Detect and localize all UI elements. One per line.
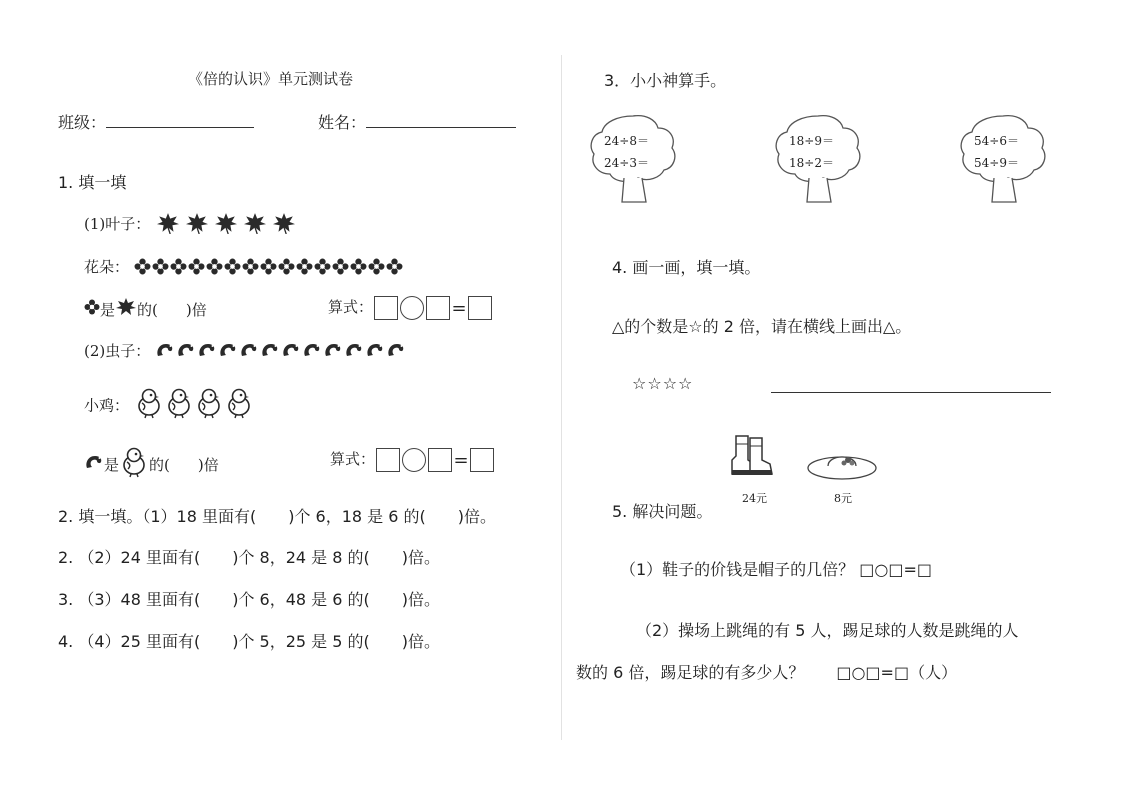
q2-line-2-text: （2）24 里面有( )个 8，24 是 8 的( )倍。 xyxy=(78,548,441,567)
formula-2-operator[interactable] xyxy=(402,448,426,472)
tree-1-line-2: 24÷3＝ xyxy=(604,156,649,170)
chicks-label: 小鸡： xyxy=(84,396,130,415)
tree-2-line-2: 18÷2＝ xyxy=(789,156,834,170)
worm-icon xyxy=(239,341,259,363)
q2-line-4-num: 4. xyxy=(58,632,74,651)
formula-2-box-b[interactable] xyxy=(428,448,452,472)
relation-2-is: 是 xyxy=(104,455,120,474)
formula-2-box-a[interactable] xyxy=(376,448,400,472)
q5-sub1: （1）鞋子的价钱是帽子的几倍？ □○□=□ xyxy=(620,560,932,579)
leaf-icon xyxy=(184,212,210,238)
worm-group xyxy=(155,342,407,360)
q1-heading: 1. 填一填 xyxy=(58,173,127,192)
formula-1-box-a[interactable] xyxy=(374,296,398,320)
flower-icon xyxy=(170,258,187,279)
flower-icon xyxy=(152,258,169,279)
flower-icon xyxy=(260,258,277,279)
flower-icon xyxy=(332,258,349,279)
flower-icon xyxy=(188,258,205,279)
formula-1-box-b[interactable] xyxy=(426,296,450,320)
worm-icon xyxy=(323,341,343,363)
q2-line-2-num: 2. xyxy=(58,548,74,567)
flowers-label: 花朵： xyxy=(84,258,130,276)
tree-3-line-1: 54÷6＝ xyxy=(974,134,1019,148)
q1-formula-1 xyxy=(328,296,493,320)
q4-stars: ☆☆☆☆ xyxy=(632,374,694,393)
worm-icon xyxy=(84,453,104,475)
leaf-icon xyxy=(213,212,239,238)
worm-icon xyxy=(155,341,175,363)
tree-3 xyxy=(958,112,1048,208)
q3-heading: 3．小小神算手。 xyxy=(604,71,727,90)
shoes-picture xyxy=(728,434,776,505)
worm-icon xyxy=(197,341,217,363)
chick-icon xyxy=(224,386,254,424)
class-label: 班级： xyxy=(58,113,107,132)
q4-answer-line[interactable] xyxy=(771,392,1051,393)
q2-line-1-text: 填一填。（1）18 里面有( )个 6，18 是 6 的( )倍。 xyxy=(78,507,497,526)
relation-2-end: )倍 xyxy=(197,455,219,474)
flower-icon xyxy=(386,258,403,279)
relation-1-blank[interactable] xyxy=(158,302,186,316)
leaf-icon xyxy=(155,212,181,238)
flower-icon xyxy=(134,258,151,279)
formula-2-label: 算式： xyxy=(330,450,376,468)
formula-1-operator[interactable] xyxy=(400,296,424,320)
flower-icon xyxy=(242,258,259,279)
q1-relation-2 xyxy=(84,446,219,482)
q4-instruction: △的个数是☆的 2 倍，请在横线上画出△。 xyxy=(612,317,912,336)
leaf-group xyxy=(155,215,300,233)
q2-line-4 xyxy=(58,629,440,652)
tree-3-line-2: 54÷9＝ xyxy=(974,156,1019,170)
class-field xyxy=(58,110,254,133)
tree-1-line-1: 24÷8＝ xyxy=(604,134,649,148)
q4-heading: 4. 画一画，填一填。 xyxy=(612,258,761,277)
name-blank[interactable] xyxy=(366,113,516,128)
flower-icon xyxy=(206,258,223,279)
q2-line-1 xyxy=(58,504,496,527)
leaves-label: (1)叶子： xyxy=(84,215,151,233)
chick-icon xyxy=(164,386,194,424)
name-field xyxy=(318,110,516,133)
relation-1-is: 是 xyxy=(100,300,116,319)
hat-icon xyxy=(806,446,878,482)
tree-1 xyxy=(588,112,678,208)
formula-1-label: 算式： xyxy=(328,298,374,316)
q2-line-3-num: 3. xyxy=(58,590,74,609)
flower-icon xyxy=(278,258,295,279)
flower-icon xyxy=(224,258,241,279)
worm-icon xyxy=(365,341,385,363)
boots-icon xyxy=(728,434,776,478)
leaf-icon xyxy=(242,212,268,238)
worm-icon xyxy=(260,341,280,363)
relation-2-blank[interactable] xyxy=(170,457,198,471)
flower-icon xyxy=(296,258,313,279)
q1-flowers-row xyxy=(84,256,404,279)
name-label: 姓名： xyxy=(318,113,367,132)
q2-line-3 xyxy=(58,587,440,610)
worm-icon xyxy=(344,341,364,363)
flower-icon xyxy=(314,258,331,279)
flower-group xyxy=(134,258,404,276)
q2-line-4-text: （4）25 里面有( )个 5，25 是 5 的( )倍。 xyxy=(78,632,441,651)
flower-icon xyxy=(350,258,367,279)
chick-icon xyxy=(119,446,149,482)
q2-line-2 xyxy=(58,545,440,568)
class-blank[interactable] xyxy=(106,113,254,128)
formula-2-result[interactable] xyxy=(470,448,494,472)
worm-icon xyxy=(218,341,238,363)
q5-heading: 5. 解决问题。 xyxy=(612,502,713,521)
flower-icon xyxy=(368,258,385,279)
formula-1-equals: = xyxy=(451,297,467,319)
hat-price: 8元 xyxy=(834,492,852,505)
q2-line-1-num: 2. xyxy=(58,507,74,526)
tree-2-line-1: 18÷9＝ xyxy=(789,134,834,148)
worm-icon xyxy=(386,341,406,363)
relation-1-end: )倍 xyxy=(185,300,207,319)
relation-2-de: 的( xyxy=(149,455,170,474)
q1-relation-1 xyxy=(84,297,207,321)
q1-chicks-row xyxy=(84,386,254,424)
leaf-icon xyxy=(271,212,297,238)
worm-icon xyxy=(302,341,322,363)
chick-icon xyxy=(194,386,224,424)
page-divider xyxy=(561,55,562,740)
worms-label: (2)虫子： xyxy=(84,342,151,360)
worm-icon xyxy=(176,341,196,363)
tree-2 xyxy=(773,112,863,208)
chick-icon xyxy=(134,386,164,424)
worm-icon xyxy=(281,341,301,363)
q5-sub2-line2: 数的 6 倍，踢足球的有多少人？ □○□=□（人） xyxy=(576,663,958,682)
flower-icon xyxy=(84,299,100,319)
formula-1-result[interactable] xyxy=(468,296,492,320)
page-title: 《倍的认识》单元测试卷 xyxy=(188,70,354,88)
q1-formula-2 xyxy=(330,448,495,472)
chick-group xyxy=(134,395,254,413)
q2-line-3-text: （3）48 里面有( )个 6，48 是 6 的( )倍。 xyxy=(78,590,441,609)
formula-2-equals: = xyxy=(453,449,469,471)
q1-worms-row xyxy=(84,340,407,363)
hat-picture xyxy=(806,446,878,505)
leaf-icon xyxy=(115,297,137,321)
q1-leaves-row xyxy=(84,212,300,238)
q5-sub2-line1: （2）操场上跳绳的有 5 人，踢足球的人数是跳绳的人 xyxy=(636,621,1019,640)
relation-1-de: 的( xyxy=(137,300,158,319)
shoe-price: 24元 xyxy=(742,492,767,505)
